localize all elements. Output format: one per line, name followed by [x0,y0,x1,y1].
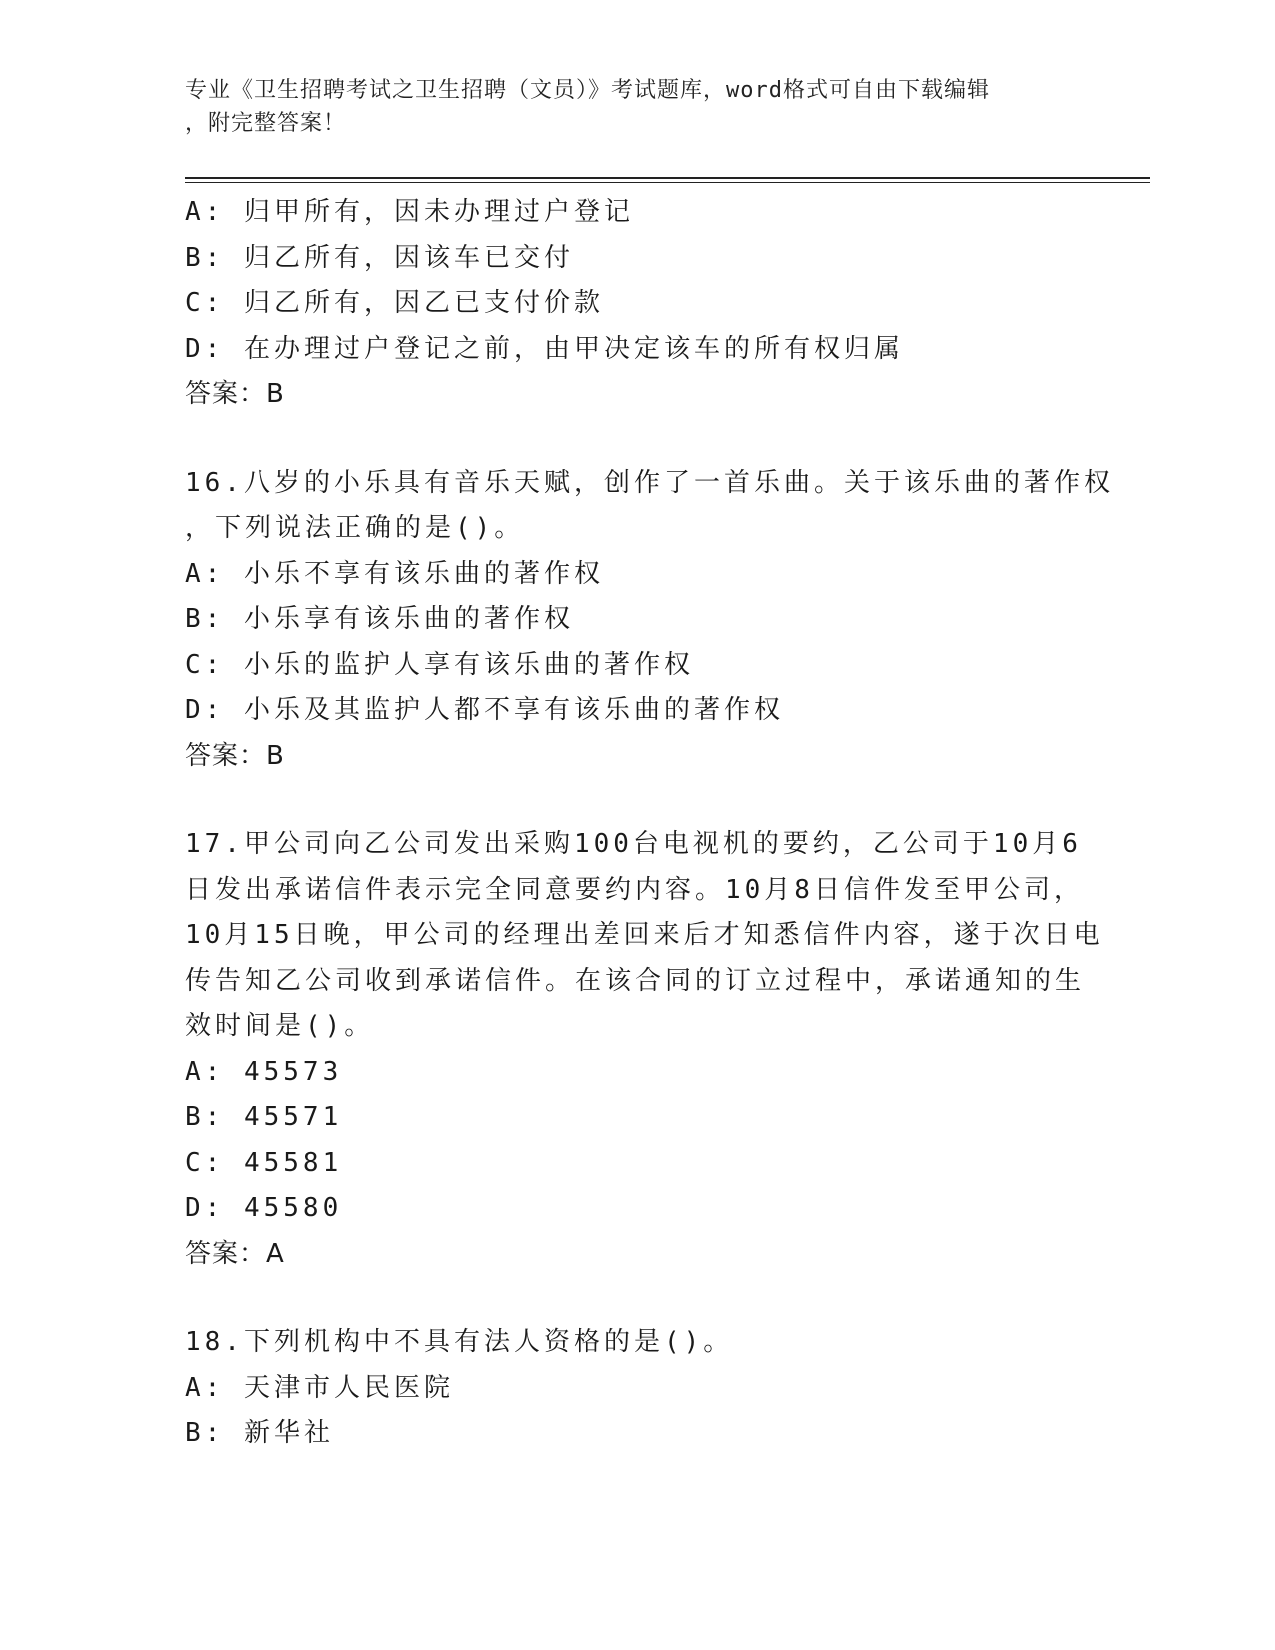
question-stem: 18.下列机构中不具有法人资格的是()。 [185,1327,734,1357]
question-stem: 日发出承诺信件表示完全同意要约内容。10月8日信件发至甲公司， [185,874,1084,905]
header-line-1: 专业《卫生招聘考试之卫生招聘（文员）》考试题库，word格式可自由下载编辑 [185,78,990,103]
option-d: D: 小乐及其监护人都不享有该乐曲的著作权 [185,695,784,725]
option-a: A: 45573 [185,1056,343,1087]
header-divider-thick [185,177,1150,179]
option-c: C: 小乐的监护人享有该乐曲的著作权 [185,649,694,680]
question-content [185,190,1114,1457]
option-b: B: 小乐享有该乐曲的著作权 [185,604,574,634]
answer: 答案：B [185,740,285,771]
question-stem: ，下列说法正确的是()。 [185,513,525,543]
question-17 [185,822,1104,1277]
question-18 [185,1320,1085,1457]
answer: 答案：B [185,379,285,409]
question-stem: 16.八岁的小乐具有音乐天赋，创作了一首乐曲。关于该乐曲的著作权 [185,467,1114,498]
header-divider-thin [185,182,1150,183]
header-line-2: ，附完整答案！ [185,111,347,136]
question-stem: 10月15日晚，甲公司的经理出差回来后才知悉信件内容，遂于次日电 [185,920,1104,950]
question-16 [185,461,1114,780]
question-stem: 效时间是()。 [185,1011,375,1041]
option-a: A: 天津市人民医院 [185,1372,454,1403]
option-b: B: 45571 [185,1102,343,1132]
question-stem: 传告知乙公司收到承诺信件。在该合同的订立过程中，承诺通知的生 [185,965,1086,996]
option-d: D: 45580 [185,1193,343,1223]
question-stem: 17.甲公司向乙公司发出采购100台电视机的要约，乙公司于10月6 [185,829,1082,859]
option-c: C: 归乙所有，因乙已支付价款 [185,288,604,318]
answer: 答案：A [185,1238,285,1269]
document-header [185,74,1065,140]
option-c: C: 45581 [185,1147,343,1178]
option-a: A: 归甲所有，因未办理过户登记 [185,197,634,227]
option-b: B: 归乙所有，因该车已交付 [185,242,574,273]
option-d: D: 在办理过户登记之前，由甲决定该车的所有权归属 [185,333,904,364]
question-15 [185,190,1085,418]
option-a: A: 小乐不享有该乐曲的著作权 [185,558,604,589]
option-b: B: 新华社 [185,1418,334,1448]
